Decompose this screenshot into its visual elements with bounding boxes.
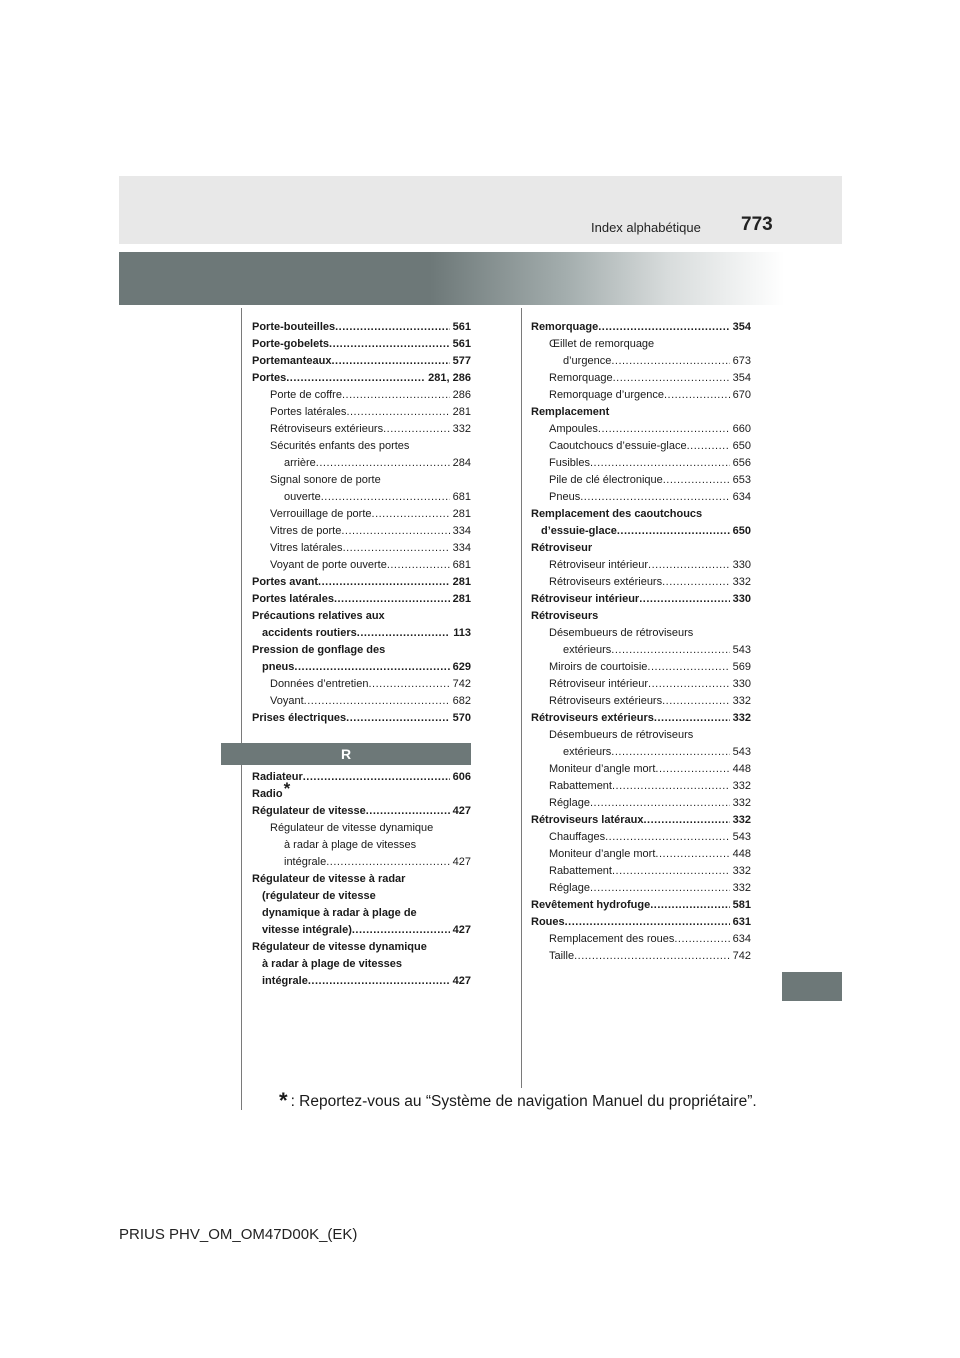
index-entry-term: Rétroviseur intérieur bbox=[531, 593, 640, 605]
dot-leader bbox=[647, 659, 729, 676]
index-column-left-top bbox=[252, 319, 471, 727]
index-entry-page: 332 bbox=[732, 814, 751, 826]
header-band bbox=[119, 176, 842, 244]
index-entry bbox=[252, 956, 471, 973]
dot-leader bbox=[617, 523, 730, 540]
index-entry-term: Données d’entretien bbox=[270, 678, 369, 690]
index-entry bbox=[531, 370, 751, 387]
index-entry-term: Réglage bbox=[549, 797, 590, 809]
index-entry-term: Porte de coffre bbox=[270, 389, 342, 401]
index-entry bbox=[252, 922, 471, 939]
index-entry-term: Ampoules bbox=[549, 423, 598, 435]
index-entry bbox=[252, 888, 471, 905]
index-entry bbox=[252, 625, 471, 642]
index-entry-page: 354 bbox=[732, 321, 751, 333]
index-entry bbox=[252, 353, 471, 370]
index-entry-page: 656 bbox=[732, 457, 751, 469]
index-entry bbox=[531, 472, 751, 489]
index-entry-page: 427 bbox=[452, 805, 471, 817]
index-entry-term: Rétroviseur intérieur bbox=[549, 678, 649, 690]
index-entry-term: Porte-gobelets bbox=[252, 338, 330, 350]
index-entry bbox=[531, 625, 751, 642]
dot-leader bbox=[639, 591, 729, 608]
index-entry-term: Rétroviseur bbox=[531, 542, 593, 554]
index-entry bbox=[252, 608, 471, 625]
index-entry-term: Voyant bbox=[270, 695, 304, 707]
index-entry-term: Radiateur bbox=[252, 771, 303, 783]
index-entry-page: 742 bbox=[732, 950, 751, 962]
dot-leader bbox=[655, 846, 729, 863]
dot-leader bbox=[304, 693, 450, 710]
index-entry bbox=[252, 506, 471, 523]
index-entry-term: Rétroviseurs extérieurs bbox=[549, 695, 663, 707]
index-entry-term: Pile de clé électronique bbox=[549, 474, 663, 486]
index-entry-term: Rabattement bbox=[549, 865, 612, 877]
dot-leader bbox=[613, 370, 730, 387]
dot-leader bbox=[366, 803, 450, 820]
index-entry bbox=[531, 438, 751, 455]
index-entry-page: 332 bbox=[452, 423, 471, 435]
dot-leader bbox=[644, 812, 730, 829]
dot-leader bbox=[346, 404, 449, 421]
index-entry-term: Régulateur de vitesse dynamique bbox=[270, 822, 434, 834]
footnote-star: * bbox=[279, 1088, 288, 1113]
dot-leader bbox=[674, 931, 729, 948]
index-entry bbox=[531, 829, 751, 846]
index-entry-page: 742 bbox=[452, 678, 471, 690]
page-number: 773 bbox=[741, 214, 773, 235]
index-entry-term: dynamique à radar à plage de bbox=[262, 907, 417, 919]
index-entry-page: 681 bbox=[452, 491, 471, 503]
index-entry-term: Désembueurs de rétroviseurs bbox=[549, 729, 694, 741]
dot-leader bbox=[662, 574, 730, 591]
index-entry-term: à radar à plage de vitesses bbox=[262, 958, 403, 970]
dot-leader bbox=[650, 897, 729, 914]
index-entry-term: Remplacement des caoutchoucs bbox=[531, 508, 703, 520]
index-entry-term: intégrale bbox=[262, 975, 308, 987]
index-entry-term: Précautions relatives aux bbox=[252, 610, 385, 622]
index-entry-page: 330 bbox=[732, 559, 751, 571]
dot-leader bbox=[598, 319, 729, 336]
dot-leader bbox=[590, 880, 730, 897]
section-letter-bar: R bbox=[221, 743, 471, 765]
index-entry-term: d’essuie-glace bbox=[541, 525, 617, 537]
index-entry bbox=[252, 659, 471, 676]
index-entry bbox=[531, 846, 751, 863]
dot-leader bbox=[331, 353, 449, 370]
index-entry bbox=[252, 871, 471, 888]
dot-leader bbox=[321, 489, 450, 506]
index-entry-page: 581 bbox=[732, 899, 751, 911]
index-entry bbox=[252, 336, 471, 353]
dot-leader bbox=[372, 506, 450, 523]
index-entry-term: extérieurs bbox=[563, 644, 612, 656]
index-entry bbox=[531, 931, 751, 948]
dot-leader bbox=[316, 455, 450, 472]
dot-leader bbox=[664, 387, 730, 404]
index-entry-term: Remplacement bbox=[531, 406, 610, 418]
middle-column-rule bbox=[521, 308, 522, 1088]
index-entry-term: Désembueurs de rétroviseurs bbox=[549, 627, 694, 639]
index-entry-page: 281, 286 bbox=[428, 372, 471, 384]
dot-leader bbox=[342, 387, 450, 404]
index-entry-page: 332 bbox=[732, 780, 751, 792]
index-entry bbox=[252, 438, 471, 455]
dot-leader bbox=[612, 778, 730, 795]
index-entry bbox=[252, 574, 471, 591]
index-entry bbox=[252, 905, 471, 922]
index-entry-term: Pression de gonflage des bbox=[252, 644, 386, 656]
index-entry-page: 332 bbox=[732, 797, 751, 809]
index-entry bbox=[531, 319, 751, 336]
index-entry bbox=[531, 404, 751, 421]
dot-leader bbox=[334, 591, 450, 608]
index-entry bbox=[531, 812, 751, 829]
dot-leader bbox=[308, 973, 450, 990]
dot-leader bbox=[357, 625, 450, 642]
index-entry bbox=[531, 523, 751, 540]
index-entry bbox=[252, 421, 471, 438]
index-entry-term: Radio bbox=[252, 788, 283, 800]
index-entry-page: 629 bbox=[452, 661, 471, 673]
index-entry-term: Rétroviseurs extérieurs bbox=[270, 423, 384, 435]
index-entry-page: 577 bbox=[452, 355, 471, 367]
index-entry-page: 543 bbox=[732, 644, 751, 656]
footnote-text: : Reportez-vous au “Système de navigation Manuel du propriétaire”. bbox=[290, 1093, 757, 1110]
dot-leader bbox=[580, 489, 729, 506]
index-entry-page: 286 bbox=[452, 389, 471, 401]
dot-leader bbox=[655, 761, 729, 778]
index-entry-term: Chauffages bbox=[549, 831, 606, 843]
dot-leader bbox=[663, 472, 730, 489]
index-entry-term: Moniteur d’angle mort bbox=[549, 763, 656, 775]
left-column-rule bbox=[241, 308, 242, 1110]
index-entry-page: 334 bbox=[452, 525, 471, 537]
index-entry bbox=[252, 557, 471, 574]
index-entry-page: 330 bbox=[732, 593, 751, 605]
dot-leader bbox=[662, 693, 730, 710]
dot-leader bbox=[341, 523, 449, 540]
index-entry bbox=[252, 837, 471, 854]
index-entry-term: Réglage bbox=[549, 882, 590, 894]
index-entry-term: Rétroviseurs extérieurs bbox=[531, 712, 654, 724]
index-entry-page: 606 bbox=[452, 771, 471, 783]
index-entry bbox=[252, 472, 471, 489]
index-entry bbox=[531, 557, 751, 574]
decorative-gradient-bar bbox=[119, 252, 842, 305]
dot-leader bbox=[612, 863, 730, 880]
index-entry-term: Pneus bbox=[549, 491, 581, 503]
index-entry-term: d’urgence bbox=[563, 355, 612, 367]
index-entry-page: 543 bbox=[732, 831, 751, 843]
index-entry-page: 281 bbox=[452, 406, 471, 418]
index-column-left-bottom bbox=[252, 769, 471, 990]
dot-leader bbox=[574, 948, 730, 965]
index-entry bbox=[531, 608, 751, 625]
index-entry-term: Taille bbox=[549, 950, 575, 962]
index-entry bbox=[531, 795, 751, 812]
index-entry bbox=[252, 455, 471, 472]
dot-leader bbox=[318, 574, 450, 591]
index-entry-page: 670 bbox=[732, 389, 751, 401]
index-entry-term: Moniteur d’angle mort bbox=[549, 848, 656, 860]
index-entry-term: intégrale bbox=[284, 856, 327, 868]
index-entry bbox=[531, 880, 751, 897]
index-entry-page: 332 bbox=[732, 576, 751, 588]
index-entry bbox=[252, 540, 471, 557]
index-entry bbox=[531, 574, 751, 591]
index-entry-term: Rétroviseurs extérieurs bbox=[549, 576, 663, 588]
dot-leader bbox=[294, 659, 449, 676]
dot-leader bbox=[286, 370, 425, 387]
index-entry bbox=[252, 803, 471, 820]
index-entry bbox=[252, 591, 471, 608]
dot-leader bbox=[343, 540, 450, 557]
index-entry bbox=[252, 973, 471, 990]
dot-leader bbox=[611, 353, 729, 370]
dot-leader bbox=[565, 914, 730, 931]
dot-leader bbox=[605, 829, 730, 846]
index-entry bbox=[531, 455, 751, 472]
index-entry-term: Remplacement des roues bbox=[549, 933, 675, 945]
index-entry-term: Œillet de remorquage bbox=[549, 338, 655, 350]
index-entry-term: Revêtement hydrofuge bbox=[531, 899, 651, 911]
index-entry-term: Remorquage bbox=[531, 321, 599, 333]
index-entry bbox=[252, 676, 471, 693]
dot-leader bbox=[590, 455, 730, 472]
index-entry-term: Vitres de porte bbox=[270, 525, 342, 537]
index-entry bbox=[252, 820, 471, 837]
dot-leader bbox=[383, 421, 450, 438]
index-entry-term: Verrouillage de porte bbox=[270, 508, 372, 520]
index-entry-term: Rétroviseur intérieur bbox=[549, 559, 649, 571]
document-code: PRIUS PHV_OM_OM47D00K_(EK) bbox=[119, 1226, 358, 1243]
index-entry bbox=[531, 336, 751, 353]
index-entry bbox=[531, 897, 751, 914]
index-entry-page: 334 bbox=[452, 542, 471, 554]
index-entry bbox=[531, 489, 751, 506]
dot-leader bbox=[329, 336, 450, 353]
index-entry bbox=[252, 854, 471, 871]
index-entry bbox=[252, 523, 471, 540]
index-entry-term: extérieurs bbox=[563, 746, 612, 758]
index-entry bbox=[252, 387, 471, 404]
index-entry-page: 281 bbox=[452, 508, 471, 520]
index-entry bbox=[531, 506, 751, 523]
dot-leader bbox=[611, 744, 729, 761]
index-entry-term: à radar à plage de vitesses bbox=[284, 839, 417, 851]
index-entry-page: 681 bbox=[452, 559, 471, 571]
index-entry-term: Portes latérales bbox=[252, 593, 334, 605]
dot-leader bbox=[648, 557, 730, 574]
index-entry bbox=[252, 404, 471, 421]
index-entry-page: 543 bbox=[732, 746, 751, 758]
index-entry-term: ouverte bbox=[284, 491, 321, 503]
index-entry bbox=[252, 779, 471, 803]
index-entry bbox=[531, 659, 751, 676]
index-entry bbox=[531, 642, 751, 659]
index-entry-term: Rabattement bbox=[549, 780, 612, 792]
index-entry-page: 569 bbox=[732, 661, 751, 673]
index-entry bbox=[531, 693, 751, 710]
index-entry-page: 448 bbox=[732, 763, 751, 775]
index-entry bbox=[531, 353, 751, 370]
index-entry-term: Portes latérales bbox=[270, 406, 347, 418]
index-entry-page: 448 bbox=[732, 848, 751, 860]
index-entry bbox=[531, 591, 751, 608]
index-column-right bbox=[531, 319, 751, 965]
dot-leader bbox=[687, 438, 730, 455]
index-entry-term: Caoutchoucs d’essuie-glace bbox=[549, 440, 687, 452]
index-entry-page: 332 bbox=[732, 882, 751, 894]
dot-leader bbox=[387, 557, 450, 574]
dot-leader bbox=[335, 319, 450, 336]
index-entry-page: 653 bbox=[732, 474, 751, 486]
index-entry-page: 332 bbox=[732, 712, 751, 724]
index-entry-term: Rétroviseurs latéraux bbox=[531, 814, 644, 826]
index-entry-page: 634 bbox=[732, 933, 751, 945]
dot-leader bbox=[326, 854, 449, 871]
index-entry bbox=[531, 710, 751, 727]
footnote bbox=[279, 1086, 757, 1112]
index-entry bbox=[252, 939, 471, 956]
index-entry-page: 284 bbox=[452, 457, 471, 469]
index-entry-term: Portes avant bbox=[252, 576, 319, 588]
index-entry-page: 113 bbox=[453, 627, 471, 639]
index-entry-term: Rétroviseurs bbox=[531, 610, 599, 622]
index-entry-page: 631 bbox=[732, 916, 751, 928]
index-entry-page: 427 bbox=[452, 975, 471, 987]
index-entry bbox=[252, 489, 471, 506]
index-entry-term: pneus bbox=[262, 661, 295, 673]
index-entry-term: Roues bbox=[531, 916, 565, 928]
index-entry-page: 561 bbox=[452, 338, 471, 350]
index-entry-term: Régulateur de vitesse dynamique bbox=[252, 941, 427, 953]
index-entry bbox=[531, 540, 751, 557]
dot-leader bbox=[352, 922, 450, 939]
index-entry-term: (régulateur de vitesse bbox=[262, 890, 376, 902]
index-entry-term: Régulateur de vitesse à radar bbox=[252, 873, 406, 885]
index-entry-term: Fusibles bbox=[549, 457, 590, 469]
index-entry-page: 650 bbox=[732, 525, 751, 537]
index-entry bbox=[252, 693, 471, 710]
index-entry-term: Porte-bouteilles bbox=[252, 321, 336, 333]
index-entry-page: 332 bbox=[732, 695, 751, 707]
chapter-side-tab bbox=[782, 972, 842, 1001]
index-entry-term: Miroirs de courtoisie bbox=[549, 661, 648, 673]
index-entry-term: Prises électriques bbox=[252, 712, 347, 724]
dot-leader bbox=[611, 642, 729, 659]
index-entry-term: accidents routiers bbox=[262, 627, 357, 639]
index-entry bbox=[531, 948, 751, 965]
index-entry-page: 634 bbox=[732, 491, 751, 503]
index-entry-term: Remorquage bbox=[549, 372, 613, 384]
index-entry bbox=[252, 319, 471, 336]
index-entry-page: 650 bbox=[732, 440, 751, 452]
index-entry-page: 332 bbox=[732, 865, 751, 877]
index-entry-page: 673 bbox=[732, 355, 751, 367]
dot-leader bbox=[598, 421, 730, 438]
index-entry bbox=[531, 727, 751, 744]
index-entry-term: Vitres latérales bbox=[270, 542, 343, 554]
index-entry bbox=[252, 370, 471, 387]
index-entry-term: Portes bbox=[252, 372, 287, 384]
index-entry-page: 281 bbox=[452, 593, 471, 605]
footnote-marker: * bbox=[283, 779, 291, 798]
index-entry-term: Régulateur de vitesse bbox=[252, 805, 366, 817]
index-entry-term: Voyant de porte ouverte bbox=[270, 559, 387, 571]
index-entry-page: 281 bbox=[452, 576, 471, 588]
dot-leader bbox=[590, 795, 730, 812]
index-entry bbox=[252, 642, 471, 659]
dot-leader bbox=[346, 710, 449, 727]
index-entry-page: 561 bbox=[452, 321, 471, 333]
index-entry bbox=[531, 676, 751, 693]
index-entry bbox=[531, 778, 751, 795]
index-entry-page: 330 bbox=[732, 678, 751, 690]
index-entry bbox=[252, 710, 471, 727]
index-entry-page: 427 bbox=[452, 924, 471, 936]
index-entry-term: Signal sonore de porte bbox=[270, 474, 381, 486]
index-entry-page: 682 bbox=[452, 695, 471, 707]
index-entry-term: vitesse intégrale) bbox=[262, 924, 352, 936]
index-entry-page: 354 bbox=[732, 372, 751, 384]
index-entry-page: 570 bbox=[452, 712, 471, 724]
index-entry-page: 660 bbox=[732, 423, 751, 435]
index-entry-page: 427 bbox=[452, 856, 471, 868]
dot-leader bbox=[368, 676, 449, 693]
index-entry bbox=[531, 914, 751, 931]
index-entry bbox=[531, 421, 751, 438]
index-entry-term: Portemanteaux bbox=[252, 355, 332, 367]
index-entry bbox=[531, 387, 751, 404]
index-entry bbox=[531, 761, 751, 778]
dot-leader bbox=[648, 676, 730, 693]
section-title: Index alphabétique bbox=[591, 220, 701, 235]
dot-leader bbox=[303, 769, 450, 786]
index-entry bbox=[531, 744, 751, 761]
index-entry-term: Sécurités enfants des portes bbox=[270, 440, 410, 452]
index-entry bbox=[531, 863, 751, 880]
dot-leader bbox=[654, 710, 730, 727]
index-entry-term: arrière bbox=[284, 457, 316, 469]
index-entry-term: Remorquage d’urgence bbox=[549, 389, 664, 401]
